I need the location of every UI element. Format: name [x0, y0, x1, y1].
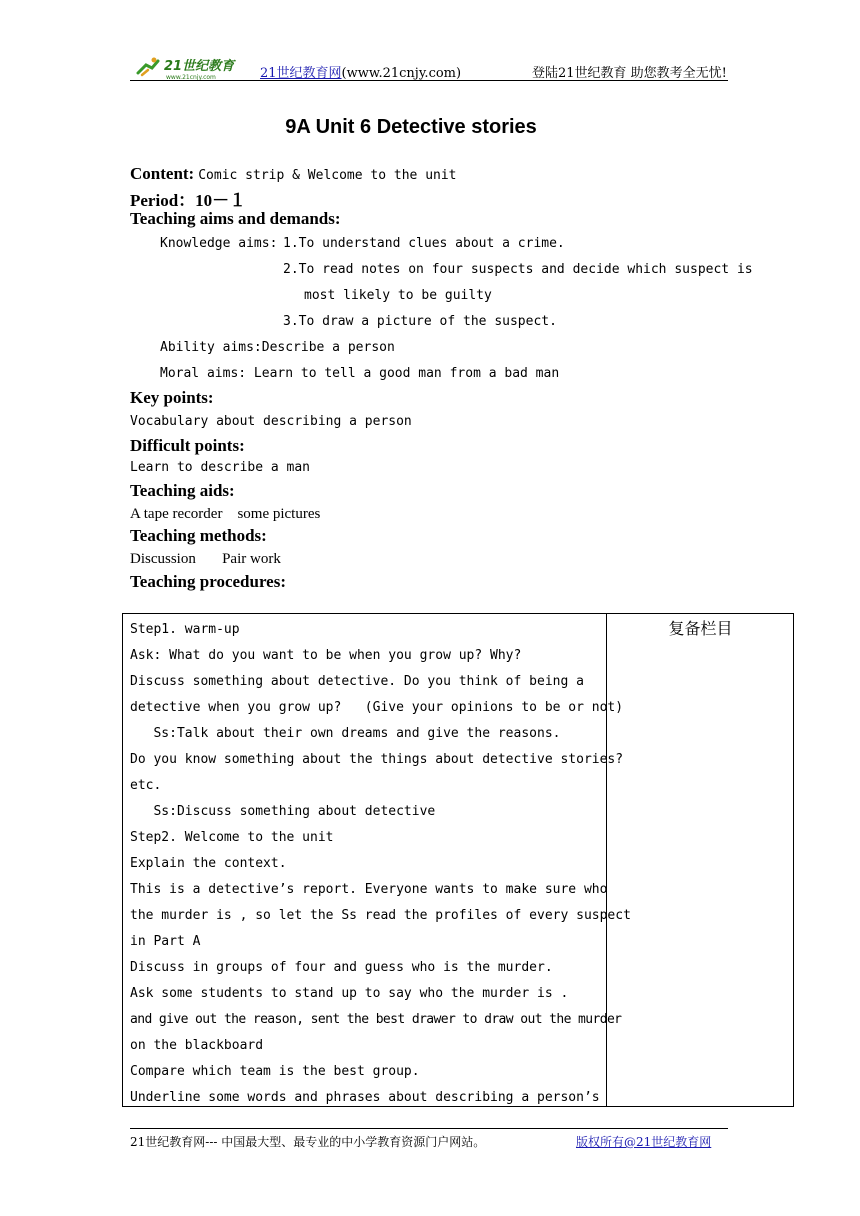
ability-aims: Ability aims:Describe a person: [160, 340, 395, 355]
table-line: and give out the reason, sent the best drawer to draw out the murder: [130, 1012, 622, 1027]
table-line: Explain the context.: [130, 856, 287, 871]
table-line: Step2. Welcome to the unit: [130, 830, 334, 845]
teaching-aids-heading: Teaching aids:: [130, 481, 235, 500]
table-line: Discuss in groups of four and guess who is the murder.: [130, 960, 553, 975]
table-column-divider: [606, 613, 607, 1107]
knowledge-aims-label: Knowledge aims:: [160, 236, 278, 251]
table-line: detective when you grow up? (Give your opinions to be or not): [130, 700, 624, 715]
moral-aims: Moral aims: Learn to tell a good man from a bad man: [160, 366, 560, 381]
table-line: Compare which team is the best group.: [130, 1064, 420, 1079]
knowledge-aim-3: 3.To draw a picture of the suspect.: [283, 314, 557, 329]
site-link[interactable]: 21世纪教育网: [260, 66, 342, 81]
logo-subtext: www.21cnjy.com: [166, 74, 216, 81]
period-row: [130, 186, 246, 211]
procedures-heading: Teaching procedures:: [130, 572, 287, 591]
table-line: in Part A: [130, 934, 201, 949]
content-value: Comic strip & Welcome to the unit: [198, 168, 457, 183]
footer-copyright[interactable]: [576, 1133, 711, 1150]
teaching-aids-text: A tape recorder some pictures: [130, 506, 321, 522]
table-line: Ask: What do you want to be when you grow up? Why?: [130, 648, 522, 663]
table-line: Ask some students to stand up to say who the murder is .: [130, 986, 569, 1001]
notes-column-header: 复备栏目: [668, 619, 733, 638]
header-link[interactable]: [260, 62, 461, 81]
key-points-text: Vocabulary about describing a person: [130, 414, 412, 429]
aims-heading: Teaching aims and demands:: [130, 209, 341, 228]
runner-logo-icon: [132, 55, 236, 81]
header-slogan: 登陆21世纪教育 助您教考全无忧!: [532, 66, 727, 81]
period-label: Period：10－１: [130, 191, 247, 210]
header-divider: [130, 80, 728, 81]
table-line: Discuss something about detective. Do you think of being a: [130, 674, 584, 689]
site-logo: [132, 55, 236, 81]
key-points-heading: Key points:: [130, 388, 214, 407]
footer-divider: [130, 1128, 728, 1129]
table-line: the murder is , so let the Ss read the profiles of every suspect: [130, 908, 631, 923]
site-url-text: (www.21cnjy.com): [341, 66, 462, 81]
teaching-methods-heading: Teaching methods:: [130, 526, 267, 545]
page-title: 9A Unit 6 Detective stories: [285, 116, 537, 138]
table-line: Ss:Talk about their own dreams and give the reasons.: [130, 726, 561, 741]
table-line: Underline some words and phrases about describing a person’s: [130, 1090, 600, 1105]
content-label: Content:: [130, 164, 195, 183]
table-line: on the blackboard: [130, 1038, 264, 1053]
copyright-link[interactable]: 版权所有@21世纪教育网: [576, 1135, 712, 1149]
content-row: [130, 164, 457, 184]
footer-text: 21世纪教育网--- 中国最大型、最专业的中小学教育资源门户网站。: [130, 1135, 486, 1149]
table-line: Step1. warm-up: [130, 622, 240, 637]
knowledge-aim-2: 2.To read notes on four suspects and decide which suspect is: [283, 262, 753, 277]
knowledge-aim-2-cont: most likely to be guilty: [304, 288, 492, 303]
logo-text: 21世纪教育: [164, 59, 235, 74]
table-line: Do you know something about the things about detective stories?: [130, 752, 624, 767]
teaching-methods-text: Discussion Pair work: [130, 551, 281, 567]
difficult-points-text: Learn to describe a man: [130, 460, 311, 475]
knowledge-aim-1: 1.To understand clues about a crime.: [283, 236, 565, 251]
difficult-points-heading: Difficult points:: [130, 436, 245, 455]
table-line: etc.: [130, 778, 162, 793]
table-line: Ss:Discuss something about detective: [130, 804, 436, 819]
table-line: This is a detective’s report. Everyone wants to make sure who: [130, 882, 608, 897]
